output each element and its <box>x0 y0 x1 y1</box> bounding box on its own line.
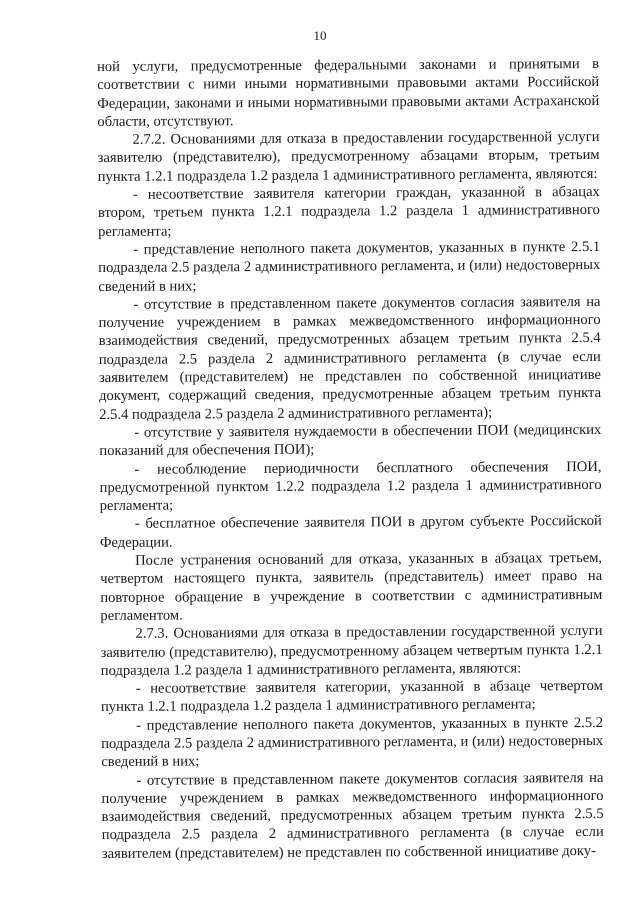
paragraph: - несоответствие заявителя категории, указанной в абзаце четвертом пункта 1.2.1 подраздела 1.2 раздела 1 административного регламента; <box>100 678 603 716</box>
paragraph: - отсутствие в представленном пакете документов согласия заявителя на получение учреждением в рамках межведомственного информационного взаимодействия сведений, предусмотренных абзацем третьим пункта 2.5.5 подраздела 2.5 раздела 2 административного регламента (в случае если заявителем (представителем) не представлен по собственной инициативе доку- <box>101 769 604 862</box>
paragraph: 2.7.2. Основаниями для отказа в предоставлении государственной услуги заявителю (представителю), предусмотренному абзацами вторым, третьим пункта 1.2.1 подраздела 1.2 раздела 1 административного регламента, являются: <box>97 129 600 185</box>
paragraph: После устранения оснований для отказа, указанных в абзацах третьем, четвертом настоящего пункта, заявитель (представитель) имеет право на повторное обращение в учреждение в соответствии с административным регламентом. <box>100 549 603 624</box>
paragraph: - несоответствие заявителя категории граждан, указанной в абзацах втором, третьем пункта 1.2.1 подраздела 1.2 раздела 1 административного регламента; <box>97 184 600 240</box>
page-number: 10 <box>313 28 327 43</box>
paragraph: - представление неполного пакета документов, указанных в пункте 2.5.2 подраздела 2.5 раздела 2 административного регламента, и (или) недостоверных сведений в них; <box>101 714 604 771</box>
paragraph: ной услуги, предусмотренные федеральными законами и принятыми в соответствии с ними иными нормативными правовыми актами Российской Федерации, законами и иными нормативными правовыми актами Астраханской области, отсутствуют. <box>97 55 600 130</box>
paragraph: - бесплатное обеспечение заявителя ПОИ в другом субъекте Российской Федерации. <box>99 513 602 551</box>
paragraph: 2.7.3. Основаниями для отказа в предоставлении государственной услуги заявителю (представителю), предусмотренному абзацем четвертым пункта 1.2.1 подраздела 1.2 раздела 1 административного регламента, являются: <box>100 623 603 679</box>
paragraph: - представление неполного пакета документов, указанных в пункте 2.5.1 подраздела 2.5 раздела 2 административного регламента, и (или) недостоверных сведений в них; <box>98 238 601 295</box>
document-body <box>97 55 604 863</box>
paragraph: - несоблюдение периодичности бесплатного обеспечения ПОИ, предусмотренной пунктом 1.2.2 подраздела 1.2 раздела 1 административного регламента; <box>99 458 602 515</box>
paragraph: - отсутствие в представленном пакете документов согласия заявителя на получение учреждением в рамках межведомственного информационного взаимодействия сведений, предусмотренных абзацем третьим пункта 2.5.4 подраздела 2.5 раздела 2 административного регламента (в случае если заявителем (представителем) не представлен по собственной инициативе документ, содержащий сведения, предусмотренные абзацем третьим пункта 2.5.4 подраздела 2.5 раздела 2 административного регламента); <box>98 293 602 423</box>
paragraph: - отсутствие у заявителя нуждаемости в обеспечении ПОИ (медицинских показаний для обеспечения ПОИ); <box>99 421 602 460</box>
